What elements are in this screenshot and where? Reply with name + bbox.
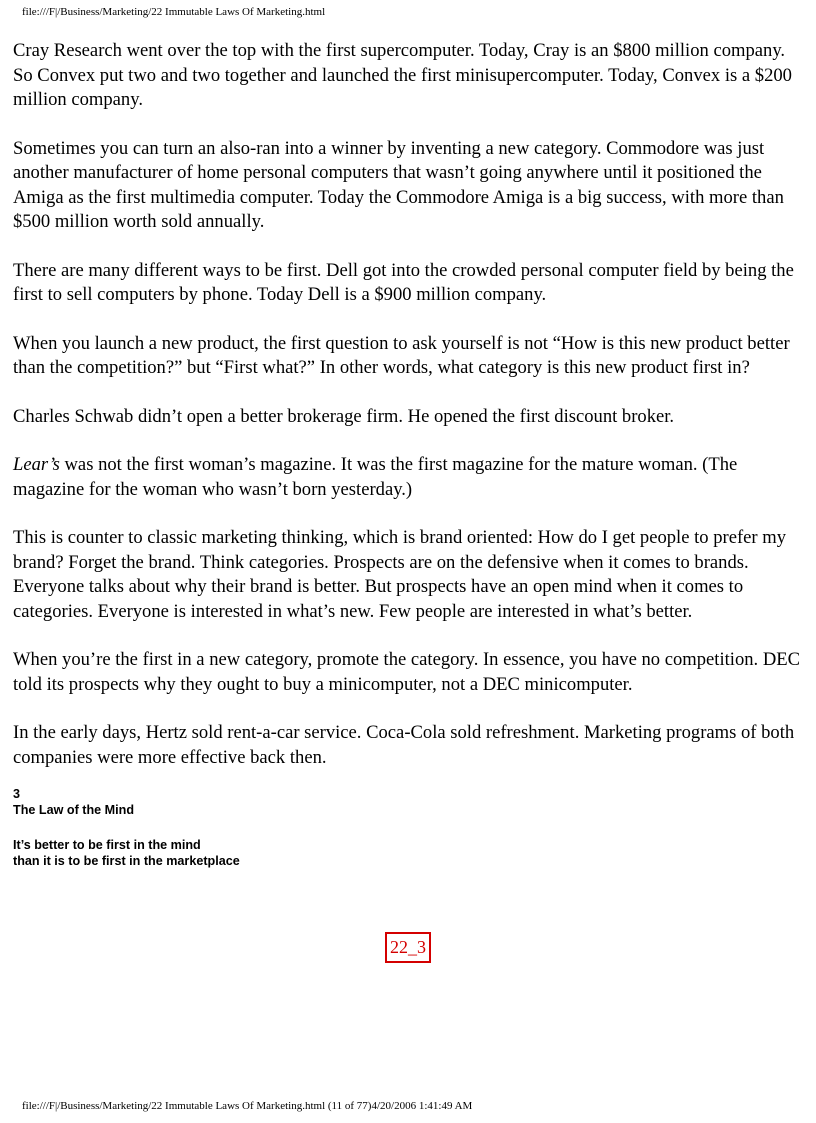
paragraph-lears-text: was not the first woman’s magazine. It was the first magazine for the mature woman. (The magazine for the woman who wasn’t born yesterday.) bbox=[13, 454, 738, 500]
chapter-title: The Law of the Mind bbox=[13, 803, 135, 817]
paragraph-first-what: When you launch a new product, the first question to ask yourself is not “How is this new product better than the competition?” but “First what?” In other words, what category is this new product first in? bbox=[13, 332, 790, 378]
page-tag-container bbox=[385, 932, 431, 963]
header-file-path: file:///F|/Business/Marketing/22 Immutable Laws Of Marketing.html bbox=[22, 6, 326, 18]
footer-file-info: file:///F|/Business/Marketing/22 Immutable Laws Of Marketing.html (11 of 77)4/20/2006 1:41:49 AM bbox=[22, 1100, 473, 1112]
chapter-subtitle-line-1: It’s better to be first in the mind bbox=[13, 838, 201, 852]
paragraph-commodore: Sometimes you can turn an also-ran into a winner by inventing a new category. Commodore was just another manufacturer of home personal computers that wasn’t going anywhere until it positioned the Amiga as the first multimedia computer. Today the Commodore Amiga is a big success, with more than $500 million worth sold annually. bbox=[13, 137, 784, 232]
magazine-title-lears: Lear’s bbox=[13, 454, 60, 475]
page-tag: 22_3 bbox=[385, 932, 431, 963]
paragraph-cray: Cray Research went over the top with the first supercomputer. Today, Cray is an $800 million company. So Convex put two and two together and launched the first minisupercomputer. Today, Convex is a $200 million company. bbox=[13, 40, 792, 110]
paragraph-schwab: Charles Schwab didn’t open a better brokerage firm. He opened the first discount broker. bbox=[13, 405, 675, 427]
paragraph-lears bbox=[13, 453, 803, 502]
paragraph-promote-category: When you’re the first in a new category, promote the category. In essence, you have no competition. DEC told its prospects why they ought to buy a minicomputer, not a DEC minicomputer. bbox=[13, 649, 801, 695]
paragraph-brand-thinking: This is counter to classic marketing thinking, which is brand oriented: How do I get people to prefer my brand? Forget the brand. Think categories. Prospects are on the defensive when it comes to brands. Everyone talks about why their brand is better. But prospects have an open mind when it comes to categories. Everyone is interested in what’s new. Few people are interested in what’s better. bbox=[13, 527, 787, 622]
chapter-number: 3 bbox=[13, 787, 21, 801]
paragraph-dell: There are many different ways to be first. Dell got into the crowded personal computer field by being the first to sell computers by phone. Today Dell is a $900 million company. bbox=[13, 259, 794, 305]
paragraph-hertz: In the early days, Hertz sold rent-a-car service. Coca-Cola sold refreshment. Marketing programs of both companies were more effective back then. bbox=[13, 722, 795, 768]
document-body bbox=[13, 39, 803, 869]
chapter-subtitle-line-2: than it is to be first in the marketplace bbox=[13, 854, 240, 868]
